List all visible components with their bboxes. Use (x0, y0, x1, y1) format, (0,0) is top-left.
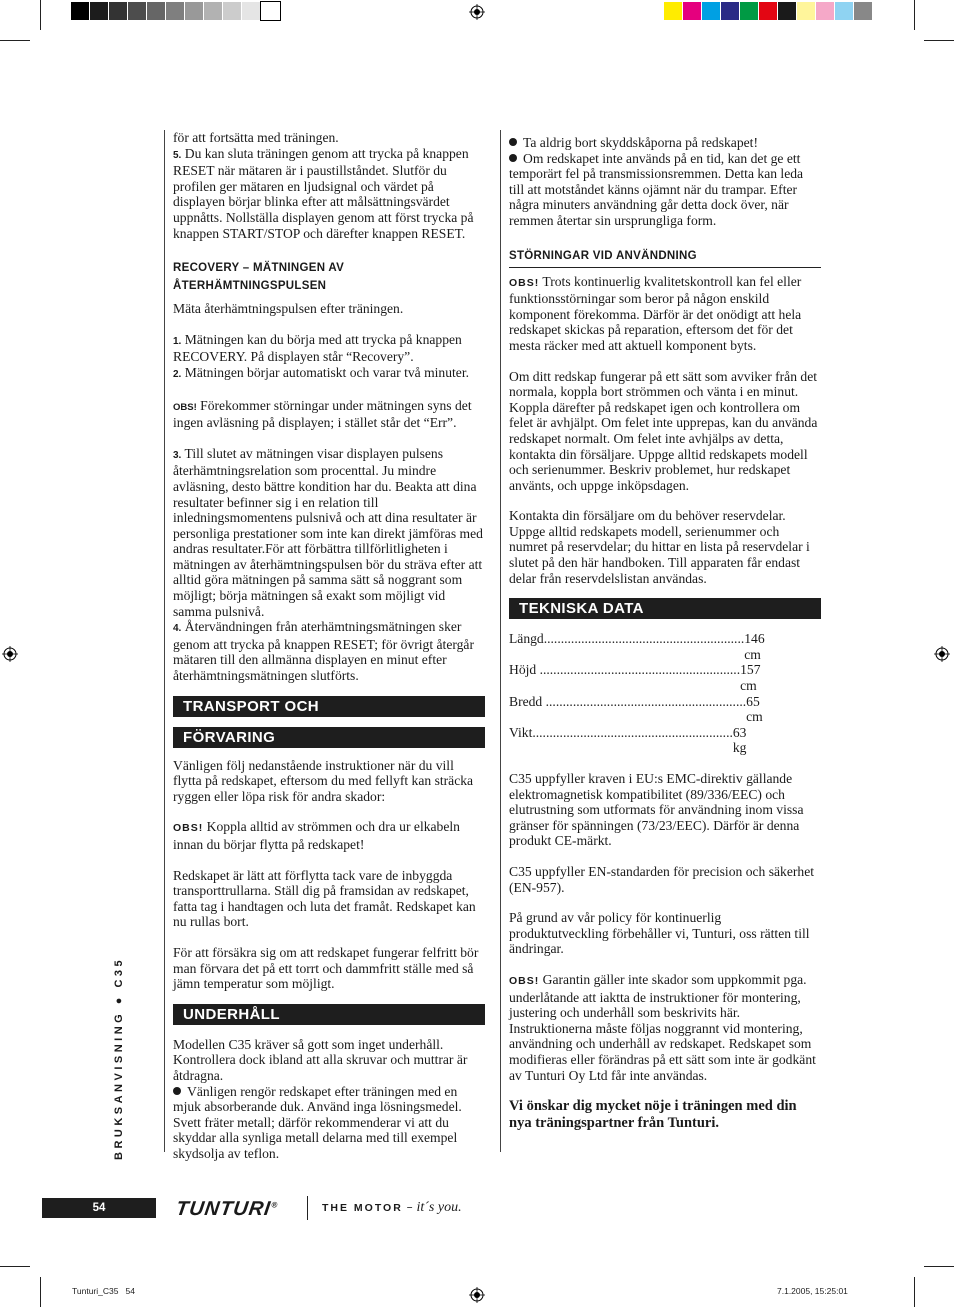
grayscale-bar (71, 2, 280, 20)
recovery-step-1 (173, 332, 485, 365)
step-number: 3. (173, 449, 182, 461)
registration-mark-icon (934, 646, 950, 662)
recovery-intro: Mäta återhämtningspulsen efter träningen. (173, 301, 404, 317)
color-swatch (261, 2, 280, 20)
crop-mark (0, 1266, 30, 1267)
obs-note-power (173, 819, 485, 852)
step-number: 2. (173, 368, 182, 380)
step-number: 1. (173, 335, 182, 347)
column-rule (164, 130, 165, 1152)
color-swatch (71, 2, 90, 20)
crop-mark (924, 1266, 954, 1267)
obs-text: Koppla alltid av strömmen och dra ur elkabeln innan du börjar flytta på redskapet! (173, 819, 460, 852)
crop-mark (914, 1277, 915, 1307)
transport-paragraph-1: Vänligen följ nedanstående instruktioner när du vill flytta på redskapet, eftersom du med fellyft kan sträcka ryggen eller löpa risk för andra skador: (173, 757, 474, 804)
parts-paragraph: Kontakta din försäljare om du behöver reservdelar. Uppge alltid redskapets modell, serienummer och numret på reservdelar; du hittar en lista på reservdelar i slutet på den här handboken. Till apparaten får endast delar från reservdelslistan användas. (509, 508, 810, 586)
tunturi-logo: TUNTURI® (174, 1198, 279, 1220)
transport-heading-1: TRANSPORT OCH (173, 696, 485, 717)
crop-mark (40, 1277, 41, 1307)
color-swatch (835, 2, 854, 20)
recovery-heading: RECOVERY – MÄTNINGEN AV ÅTERHÄMTNINGSPULSEN (173, 262, 345, 293)
bullet-icon (509, 154, 517, 162)
obs-label: OBS! (509, 276, 540, 289)
underhall-heading: UNDERHÅLL (173, 1004, 485, 1025)
registration-mark-icon (2, 646, 18, 662)
step-text: Till slutet av mätningen visar displayen pulsens återhämtningsrelation som procenttal. Ju mindre avläsning, desto bättre kondition har du. Beakta att dina resultater befinner sig i en relation till inledningsmomentens pulsnivå och att dina resultater är personliga prestationer som inte kan direkt jämföras med andras resultater.För att förbättra tillförlitligheten i mätningen av återhämtningspulsen bör du sträva efter att alltid göra mätningen på samma sätt så noggrant som möjligt; börja mätningen så exakt som möjligt vid samma pulsnivå. (173, 445, 483, 619)
recovery-step-4 (173, 619, 485, 683)
fault-paragraph: Om ditt redskap fungerar på ett sätt som avviker från det normala, koppla bort strömmen och vänta i en minut. Koppla därefter på redskapet igen och kontrollera om felet är avhjälpt. Om felet inte upprepas, kan du använda redskapet normalt. Om felet inte avhjälps av detta, kontakta din försäljare. Uppge alltid redskapets modell och serienummer. Beskriv problemet, hur redskapet använts, och uppge inköpsdagen. (509, 368, 818, 493)
tagline-you: it´s you. (416, 1200, 462, 1215)
column-rule (500, 130, 501, 1152)
policy-paragraph: På grund av vår policy för kontinuerlig produktutveckling förbehåller vi, Tunturi, oss rätten till ändringar. (509, 910, 810, 957)
obs-note-err (173, 398, 485, 431)
bullet-icon (509, 138, 517, 146)
obs-text: Garantin gäller inte skador som uppkommit pga. underlåtande att iaktta de instruktioner för montering, justering och underhåll som beskrivits här. Instruktionerna måste följas noggrannt vid montering, användning och underhåll av redskapet. Redskapet som modifieras eller förändras på ett sätt som inte är godkänt av Tunturi Oy Ltd får inte användas. (509, 971, 816, 1083)
page-number: 54 (42, 1198, 156, 1218)
color-swatch (778, 2, 797, 20)
spec-label: Bredd ........................................................... (509, 693, 747, 709)
crop-mark (914, 0, 915, 30)
color-swatch (664, 2, 683, 20)
recovery-step-3 (173, 446, 485, 620)
underhall-paragraph: Modellen C35 kräver så gott som inget underhåll. Kontrollera dock ibland att alla skruvar och muttrar är åtdragna. (173, 1036, 468, 1083)
transport-paragraph-2: Redskapet är lätt att förflytta tack vare de inbyggda transporttrullarna. Ställ dig på framsidan av redskapet, fatta tag i handtagen och luta det framåt. Redskapet kan nu rullas bort. (173, 867, 476, 930)
color-swatch (90, 2, 109, 20)
color-swatch (721, 2, 740, 20)
spec-row (509, 693, 763, 725)
tagline (322, 1200, 462, 1216)
obs-note-warranty (509, 972, 821, 1083)
color-bar (664, 2, 873, 20)
color-swatch (223, 2, 242, 20)
tech-data-heading: TEKNISKA DATA (509, 598, 821, 619)
crop-mark (40, 0, 41, 30)
color-swatch (166, 2, 185, 20)
bullet-belt (509, 151, 821, 229)
right-column (509, 135, 821, 1132)
underhall-bullet (173, 1084, 485, 1162)
en-paragraph: C35 uppfyller EN-standarden för precision och säkerhet (EN-957). (509, 863, 815, 895)
color-swatch (854, 2, 873, 20)
footer-date: 7.1.2005, 15:25:01 (777, 1286, 848, 1296)
obs-note-faults (509, 274, 821, 354)
registration-mark-icon (469, 1287, 485, 1303)
spec-value: 157 cm (740, 662, 761, 694)
color-swatch (204, 2, 223, 20)
obs-text: Trots kontinuerlig kvalitetskontroll kan fel eller funktionsstörningar som beror på någon enskild komponent förekomma. Därför är det onödigt att hela redskapet skickas på reparation, eftersom det för det mesta räcker med att aktuell komponent byts. (509, 273, 802, 353)
transport-paragraph-3: För att försäkra sig om att redskapet fungerar felfritt bör man förvara det på ett torrt och dammfritt ställe med så jämn temperatur som möjligt. (173, 944, 479, 992)
obs-label: OBS! (509, 974, 540, 987)
color-swatch (185, 2, 204, 20)
registration-mark-icon (469, 4, 485, 20)
step-text: Mätningen kan du börja med att trycka på knappen RECOVERY. På displayen står “Recovery”. (173, 331, 462, 365)
closing-text: Vi önskar dig mycket nöje i träningen med din nya träningspartner från Tunturi. (509, 1098, 797, 1132)
obs-label: OBS! (173, 822, 204, 835)
side-label: BRUKSANVISNING ● C35 (113, 956, 125, 1160)
spec-row (509, 631, 765, 662)
emc-paragraph: C35 uppfyller kraven i EU:s EMC-direktiv gällande elektromagnetisk kompatibilitet (89/336/EEC) och elutrustning som utformats för användning inom vissa gränser för spänningen (73/23/EEC). Därför är denna produkt CE-märkt. (509, 771, 804, 849)
step-text: Återvändningen från aterhämtningsmätningen sker genom att trycka på knappen RESET; för övrigt återgår mätaren till den allmänna displayen en minut efter återhämtningsmätningen slutförts. (173, 619, 474, 684)
spec-label: Längd........................................................... (509, 631, 745, 647)
color-swatch (242, 2, 261, 20)
spec-value: 146 cm (744, 631, 765, 662)
obs-label: OBS! (173, 401, 197, 413)
bullet-covers (509, 135, 821, 151)
recovery-step-2 (173, 365, 485, 383)
color-swatch (109, 2, 128, 20)
bullet-text: Ta aldrig bort skyddskåporna på redskapet! (523, 135, 758, 150)
color-swatch (702, 2, 721, 20)
color-swatch (147, 2, 166, 20)
step-number: 4. (173, 623, 182, 635)
transport-heading-2: FÖRVARING (173, 727, 485, 748)
spec-label: Höjd ........................................................... (509, 662, 741, 678)
step-text: Mätningen börjar automatiskt och varar två minuter. (184, 364, 470, 380)
step-5 (173, 146, 485, 242)
intro-text: för att fortsätta med träningen. (173, 130, 339, 145)
tagline-dash: – (406, 1200, 413, 1214)
step-number: 5. (173, 149, 182, 161)
crop-mark (0, 40, 30, 41)
step-text: Du kan sluta träningen genom att trycka på knappen RESET när mätaren är i paustillståndet. Slutför du profilen ger mätaren en ljudsignal och värdet på displayen börjar blinka efter att målsättningsvärdet uppnåtts. Nollställa displayen genom att först trycka på knappen START/STOP och därefter knappen RESET. (173, 145, 474, 241)
color-swatch (797, 2, 816, 20)
tagline-motor: THE MOTOR (322, 1202, 403, 1214)
bullet-text: Om redskapet inte används på en tid, kan det ge ett temporärt fel på transmissionsremmen. Detta kan leda till att motståndet känns ojämnt när du trampar. Efter några minuters användning går detta dock över, när remmen återtar sin ursprungliga form. (509, 150, 804, 228)
bullet-icon (173, 1087, 181, 1095)
color-swatch (740, 2, 759, 20)
spec-value: 65 cm (746, 693, 763, 725)
footer-file: Tunturi_C35 54 (72, 1286, 135, 1296)
divider (307, 1196, 308, 1220)
spec-label: Vikt........................................................... (509, 724, 733, 740)
spec-value: 63 kg (732, 724, 747, 756)
storningar-heading: STÖRNINGAR VID ANVÄNDNING (509, 247, 821, 268)
spec-row (509, 662, 761, 694)
color-swatch (128, 2, 147, 20)
color-swatch (759, 2, 778, 20)
left-column (173, 130, 485, 1162)
obs-text: Förekommer störningar under mätningen syns det ingen avläsning på displayen; i stället står det “Err”. (173, 397, 472, 431)
spec-row (509, 725, 749, 756)
bullet-text: Vänligen rengör redskapet efter träningen med en mjuk absorberande duk. Använd inga lösningsmedel. Svett fräter metall; därför rekommenderar vi att du skyddar alla synliga metall delarna med till exempel skydsolja av teflon. (173, 1083, 462, 1161)
spec-list (509, 631, 765, 756)
color-swatch (816, 2, 835, 20)
color-swatch (683, 2, 702, 20)
crop-mark (924, 40, 954, 41)
